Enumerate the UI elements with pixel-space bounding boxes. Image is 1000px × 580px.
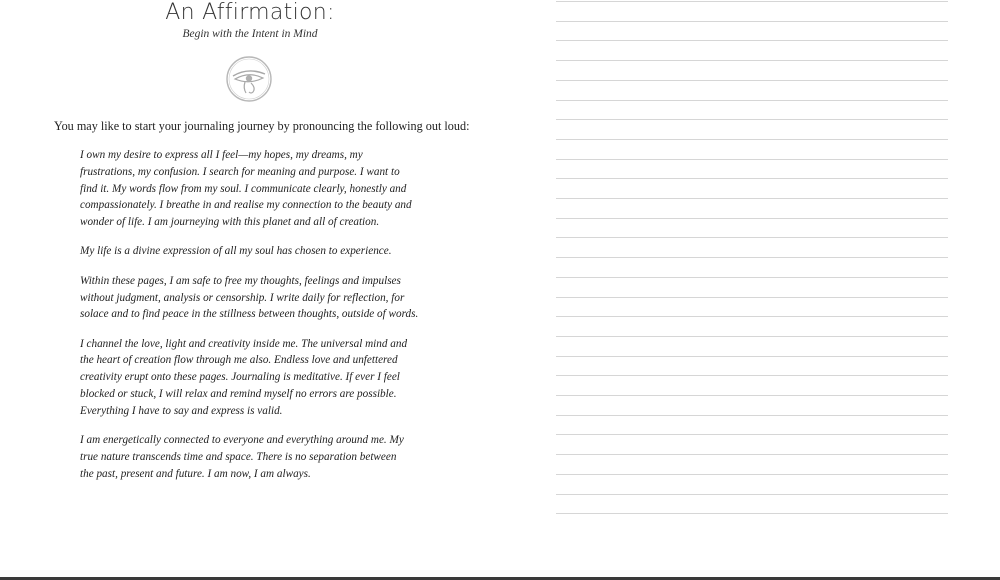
ruled-line	[556, 139, 948, 140]
ruled-line	[556, 415, 948, 416]
affirmation-line: creativity erupt onto these pages. Journaling is meditative. If ever I feel	[80, 371, 400, 384]
affirmation-line: without judgment, analysis or censorship. I write daily for reflection, for	[80, 291, 405, 304]
affirmation-line: solace and to find peace in the stillness between thoughts, outside of words.	[80, 308, 419, 321]
ruled-line	[556, 356, 948, 357]
affirmation-paragraph	[80, 432, 430, 482]
affirmation-line: blocked or stuck, I will relax and remind myself no errors are possible.	[80, 388, 397, 401]
ruled-line	[556, 100, 948, 101]
affirmation-line: Within these pages, I am safe to free my thoughts, feelings and impulses	[80, 274, 401, 287]
affirmation-line: I am energetically connected to everyone and everything around me. My	[80, 434, 404, 447]
affirmation-line: the past, present and future. I am now, I am always.	[80, 467, 311, 480]
ruled-line	[556, 513, 948, 514]
ruled-line	[556, 1, 948, 2]
ruled-line	[556, 434, 948, 435]
affirmation-line: Everything I have to say and express is valid.	[80, 404, 283, 417]
page-title: An Affirmation:	[165, 0, 335, 25]
affirmation-line: I own my desire to express all I feel—my hopes, my dreams, my	[80, 149, 363, 161]
ruled-line	[556, 198, 948, 199]
affirmation-line: I channel the love, light and creativity inside me. The universal mind and	[80, 337, 408, 350]
ruled-line	[556, 21, 948, 22]
affirmation-body	[80, 147, 430, 495]
ruled-line	[556, 494, 948, 495]
ruled-line	[556, 60, 948, 61]
ruled-line	[556, 297, 948, 298]
affirmation-line: My life is a divine expression of all my soul has chosen to experience.	[80, 245, 392, 258]
ruled-line	[556, 375, 948, 376]
ruled-line	[556, 159, 948, 160]
affirmation-paragraph	[80, 243, 430, 260]
ruled-line	[556, 454, 948, 455]
eye-of-horus-icon	[224, 55, 274, 103]
affirmation-paragraph	[80, 147, 430, 231]
intro-text: You may like to start your journaling journey by pronouncing the following out loud:	[54, 119, 470, 133]
ruled-line	[556, 316, 948, 317]
affirmation-line: true nature transcends time and space. There is no separation between	[80, 450, 397, 463]
left-page	[0, 0, 500, 577]
affirmation-line: wonder of life. I am journeying with this planet and all of creation.	[80, 216, 380, 229]
ruled-line	[556, 178, 948, 179]
ruled-line	[556, 80, 948, 81]
ruled-line	[556, 395, 948, 396]
ruled-line	[556, 474, 948, 475]
affirmation-line: find it. My words flow from my soul. I communicate clearly, honestly and	[80, 182, 407, 195]
ruled-line	[556, 40, 948, 41]
ruled-line	[556, 277, 948, 278]
affirmation-line: frustrations, my confusion. I search for meaning and purpose. I want to	[80, 165, 400, 178]
ruled-line	[556, 237, 948, 238]
ruled-line	[556, 336, 948, 337]
affirmation-paragraph	[80, 336, 430, 420]
affirmation-paragraph	[80, 273, 430, 323]
ruled-lines-page	[500, 0, 1000, 577]
ruled-line	[556, 119, 948, 120]
page-subtitle: Begin with the Intent in Mind	[182, 28, 318, 40]
affirmation-line: the heart of creation flow through me also. Endless love and unfettered	[80, 354, 398, 367]
affirmation-line: compassionately. I breathe in and realise my connection to the beauty and	[80, 199, 412, 212]
ruled-line	[556, 218, 948, 219]
ruled-line	[556, 257, 948, 258]
